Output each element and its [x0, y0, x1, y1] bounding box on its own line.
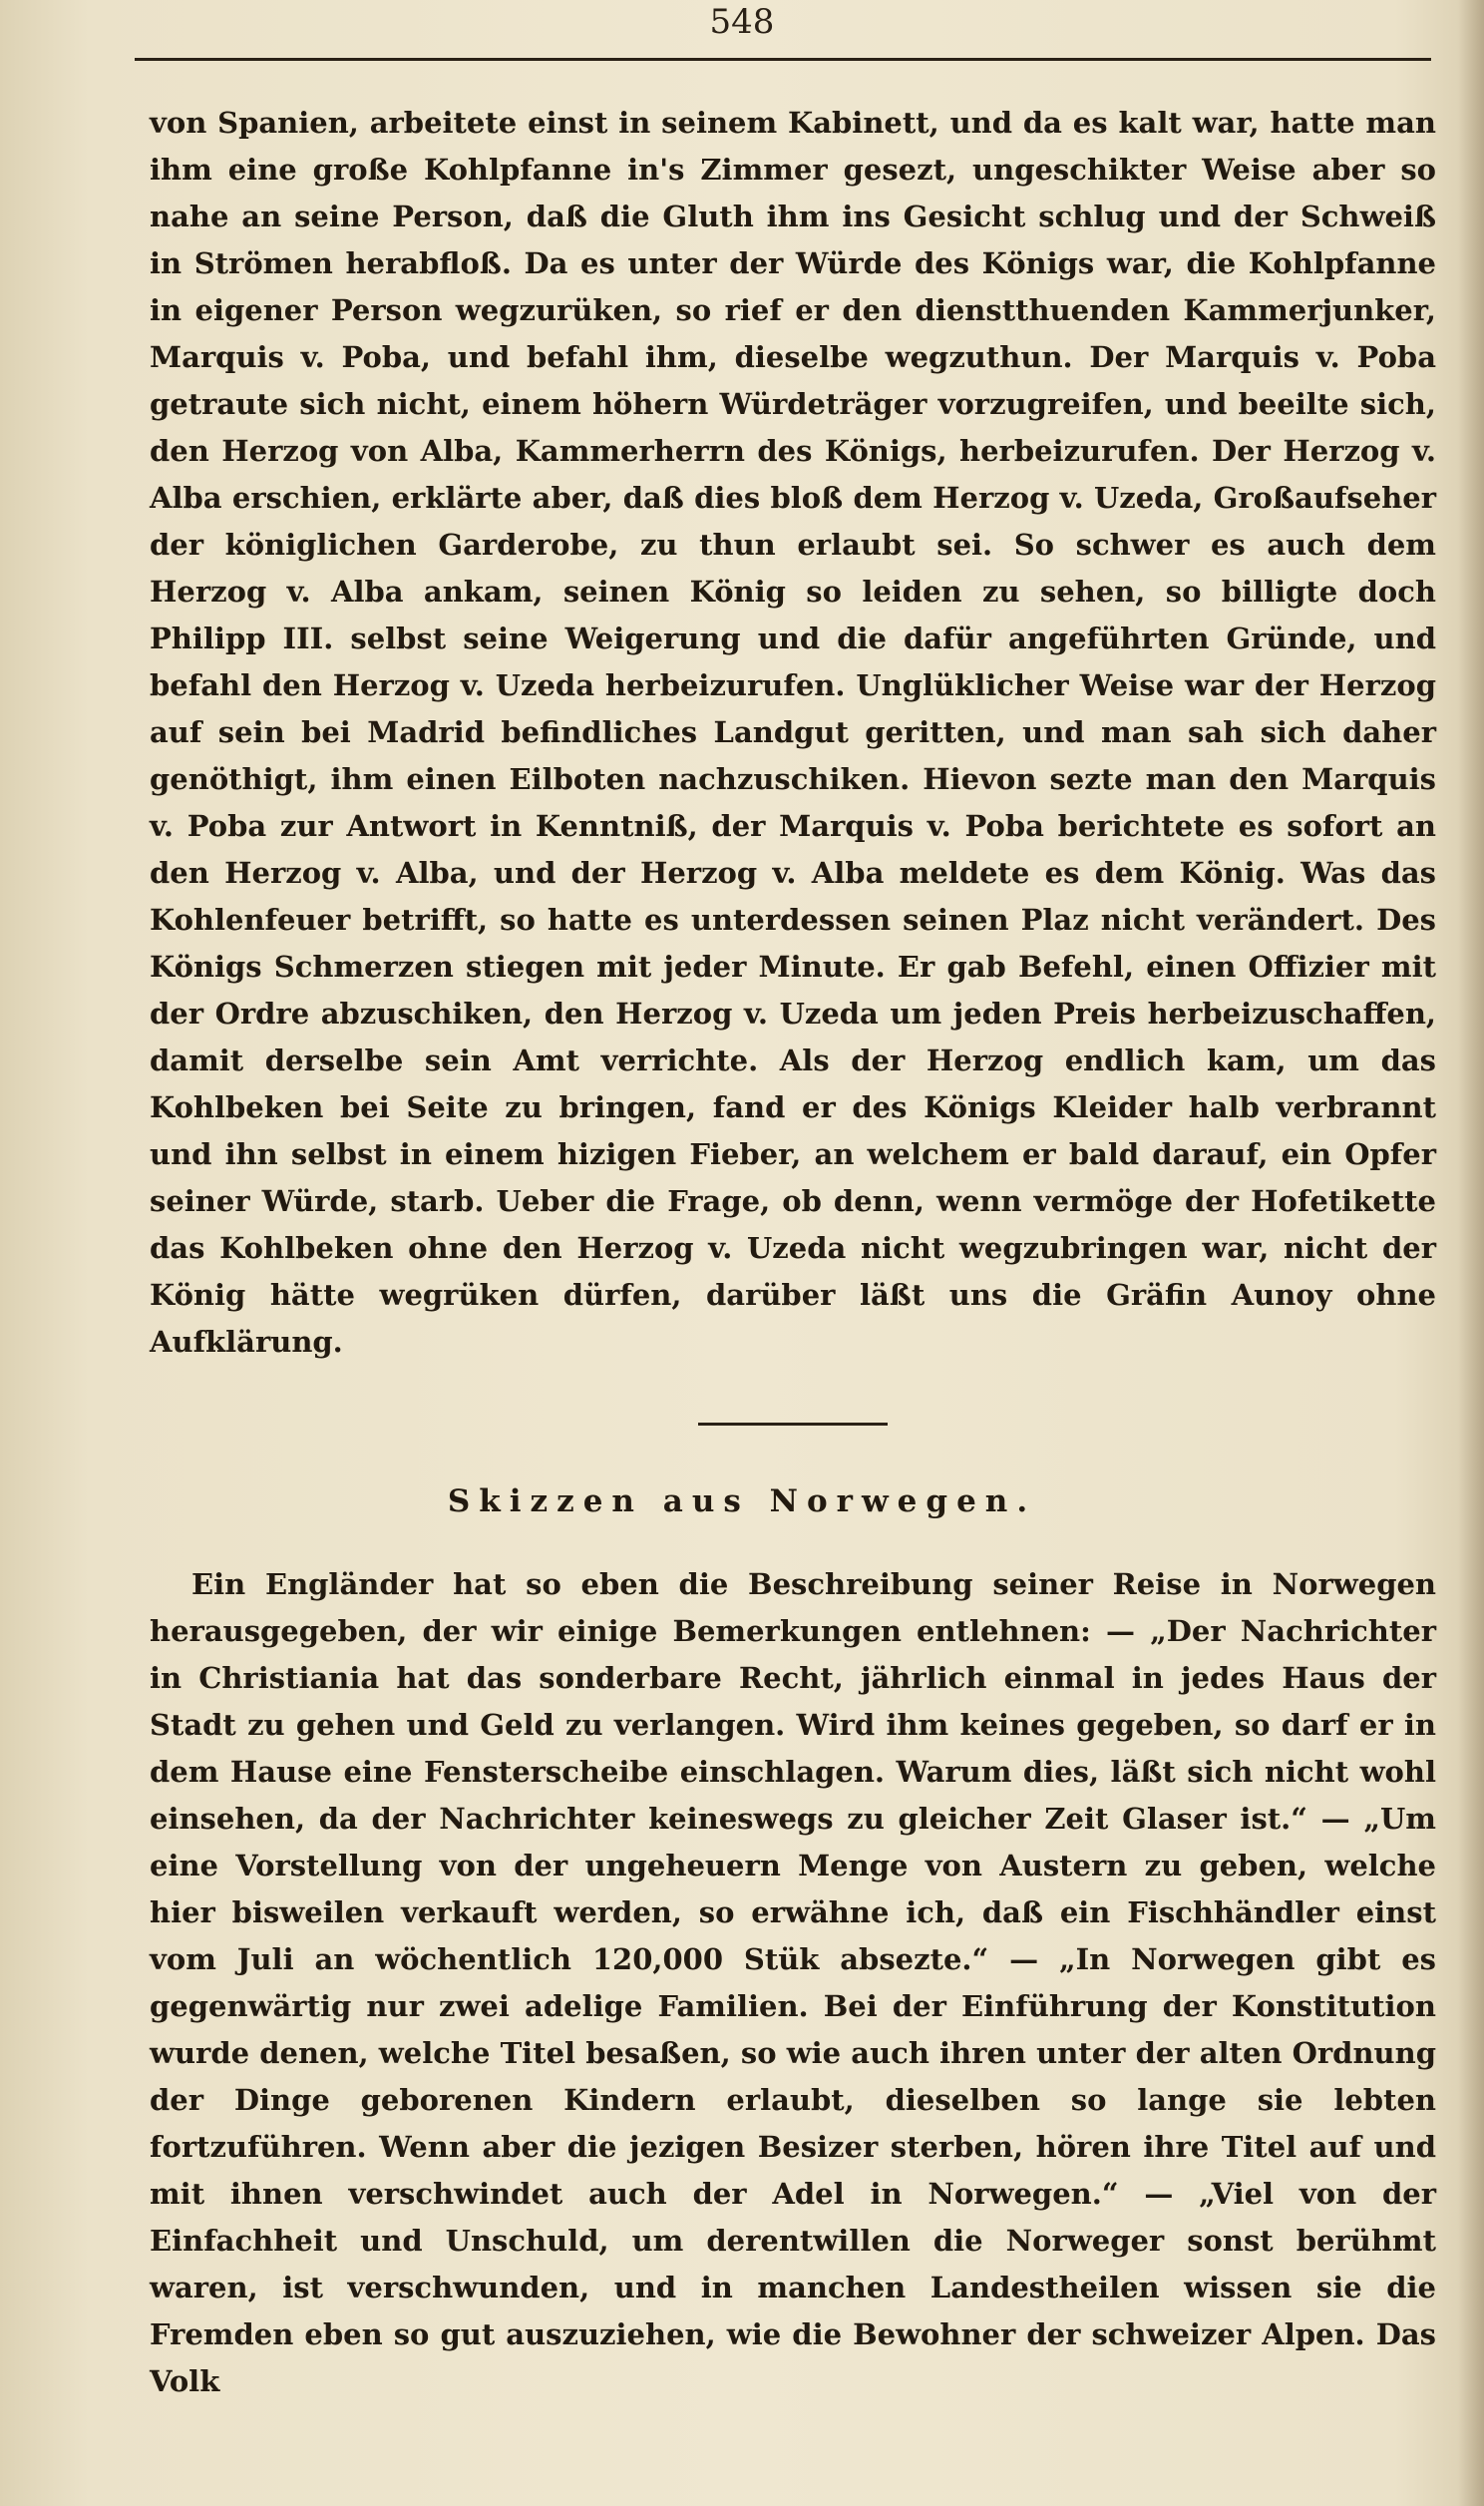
spine-shadow	[1458, 0, 1484, 2506]
section-two-text	[150, 1561, 1436, 2405]
section-one-paragraph: von Spanien, arbeitete einst in seinem Kabinett, und da es kalt war, hatte man ihm eine große Kohlpfanne in's Zimmer gesezt, ungeschikter Weise aber so nahe an seine Person, daß die Gluth ihm ins Gesicht schlug und der Schweiß in Strömen herabfloß. Da es unter der Würde des Königs war, die Kohlpfanne in eigener Person wegzurüken, so rief er den dienstthuenden Kammerjunker, Marquis v. Poba, und befahl ihm, dieselbe wegzuthun. Der Marquis v. Poba getraute sich nicht, einem höhern Würdeträger vorzugreifen, und beeilte sich, den Herzog von Alba, Kammerherrn des Königs, herbeizurufen. Der Herzog v. Alba erschien, erklärte aber, daß dies bloß dem Herzog v. Uzeda, Großaufseher der königlichen Garderobe, zu thun erlaubt sei. So schwer es auch dem Herzog v. Alba ankam, seinen König so leiden zu sehen, so billigte doch Philipp III. selbst seine Weigerung und die dafür angeführten Gründe, und befahl den Herzog v. Uzeda herbeizurufen. Unglüklicher Weise war der Herzog auf sein bei Madrid befindliches Landgut geritten, und man sah sich daher genöthigt, ihm einen Eilboten nachzuschiken. Hievon sezte man den Marquis v. Poba zur Antwort in Kenntniß, der Marquis v. Poba berichtete es sofort an den Herzog v. Alba, und der Herzog v. Alba meldete es dem König. Was das Kohlenfeuer betrifft, so hatte es unterdessen seinen Plaz nicht verändert. Des Königs Schmerzen stiegen mit jeder Minute. Er gab Befehl, einen Offizier mit der Ordre abzuschiken, den Herzog v. Uzeda um jeden Preis herbeizuschaffen, damit derselbe sein Amt verrichte. Als der Herzog endlich kam, um das Kohlbeken bei Seite zu bringen, fand er des Königs Kleider halb verbrannt und ihn selbst in einem hizigen Fieber, an welchem er bald darauf, ein Opfer seiner Würde, starb. Ueber die Frage, ob denn, wenn vermöge der Hofetikette das Kohlbeken ohne den Herzog v. Uzeda nicht wegzubringen war, nicht der König hätte wegrüken dürfen, darüber läßt uns die Gräfin Aunoy ohne Aufklärung.	[150, 106, 1436, 1359]
section-divider	[698, 1423, 888, 1426]
section-heading: Skizzen aus Norwegen.	[447, 1483, 1037, 1519]
header-rule	[135, 58, 1431, 61]
section-two-paragraph: Ein Engländer hat so eben die Beschreibung seiner Reise in Norwegen herausgegeben, der wir einige Bemerkungen entlehnen: — „Der Nachrichter in Christiania hat das sonderbare Recht, jährlich einmal in jedes Haus der Stadt zu gehen und Geld zu verlangen. Wird ihm keines gegeben, so darf er in dem Hause eine Fensterscheibe einschlagen. Warum dies, läßt sich nicht wohl einsehen, da der Nachrichter keineswegs zu gleicher Zeit Glaser ist.“ — „Um eine Vorstellung von der ungeheuern Menge von Austern zu geben, welche hier bisweilen verkauft werden, so erwähne ich, daß ein Fischhändler einst vom Juli an wöchentlich 120,000 Stük absezte.“ — „In Norwegen gibt es gegenwärtig nur zwei adelige Familien. Bei der Einführung der Konstitution wurde denen, welche Titel besaßen, so wie auch ihren unter der alten Ordnung der Dinge geborenen Kindern erlaubt, dieselben so lange sie lebten fortzuführen. Wenn aber die jezigen Besizer sterben, hören ihre Titel auf und mit ihnen verschwindet auch der Adel in Norwegen.“ — „Viel von der Einfachheit und Unschuld, um derentwillen die Norweger sonst berühmt waren, ist verschwunden, und in manchen Landestheilen wissen sie die Fremden eben so gut auszuziehen, wie die Bewohner der schweizer Alpen. Das Volk	[150, 1567, 1436, 2398]
section-one-text	[150, 100, 1436, 1366]
page-number: 548	[709, 2, 775, 42]
